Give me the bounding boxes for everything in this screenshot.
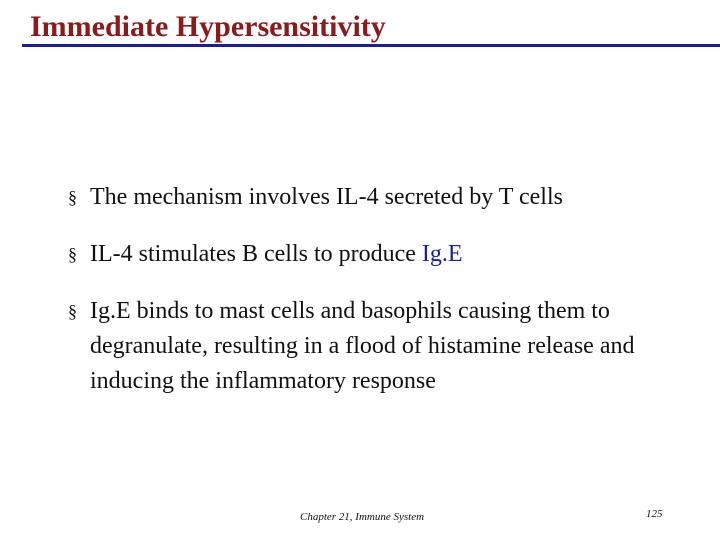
bullet-item-1 <box>68 180 688 215</box>
bullet-highlight-term: Ig.E <box>421 241 463 267</box>
footer-page-number: 125 <box>646 508 663 520</box>
bullet-list <box>68 180 688 421</box>
slide-title: Immediate Hypersensitivity <box>30 10 386 43</box>
bullet-text: The mechanism involves IL-4 secreted by T cells <box>90 184 563 210</box>
title-underline-divider <box>22 44 720 47</box>
bullet-square-icon: § <box>68 301 77 321</box>
bullet-square-icon: § <box>68 244 77 264</box>
bullet-text: Ig.E binds to mast cells and basophils causing them to degranulate, resulting in a flood of histamine release and inducing the inflammatory response <box>90 298 635 394</box>
bullet-text: IL-4 stimulates B cells to produce <box>90 241 422 267</box>
bullet-square-icon: § <box>68 187 77 207</box>
footer-chapter-label: Chapter 21, Immune System <box>300 511 425 523</box>
bullet-item-3 <box>68 294 688 399</box>
bullet-item-2 <box>68 237 688 272</box>
